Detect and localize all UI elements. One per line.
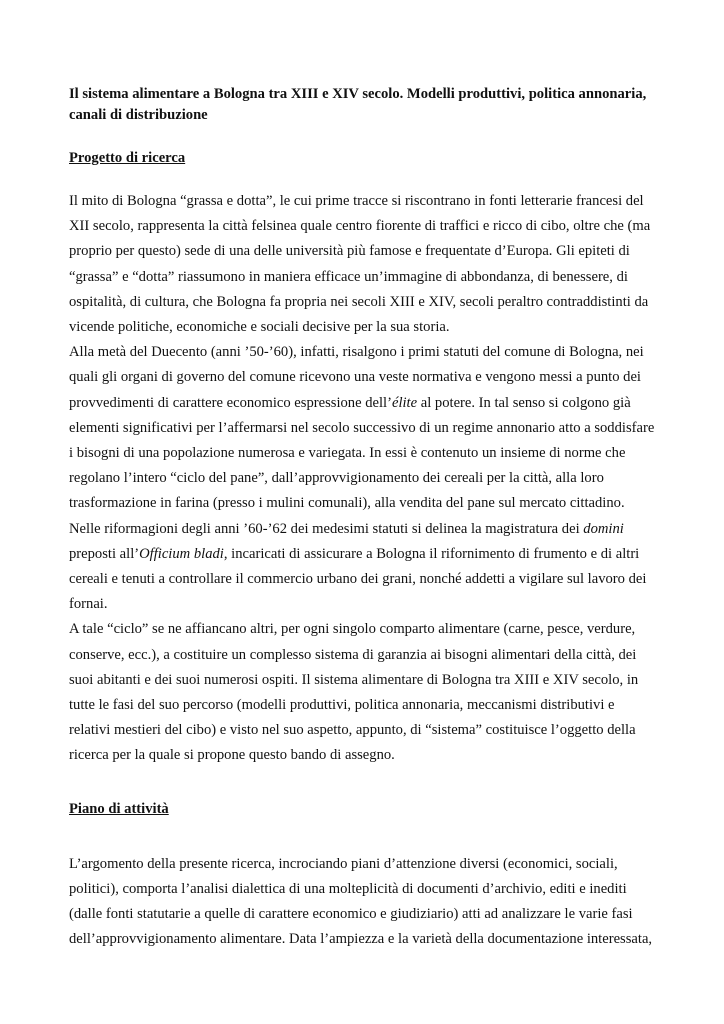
paragraph-3-text-c: , incaricati di assicurare a Bologna il rifornimento di frumento e di altri cereali e tenuti a controllare il commercio urbano dei grani, nonché addetti a vigilare sul lavoro dei fornai. — [69, 545, 647, 613]
paragraph-2-text-b: al potere. In tal senso si colgono già elementi significativi per l’affermarsi nel secolo successivo di un regime annonario atto a soddisfare i bisogni di una popolazione numerosa e variegata. In essi è contenuto un insieme di norme che regolano l’intero “ciclo del pane”, dall’approvvigionamento dei cereali per la città, alla loro trasformazione in farina (presso i mulini comunali), alla vendita del pane sul mercato cittadino. — [69, 394, 655, 512]
paragraph-2-text-a: Alla metà del Duecento (anni ’50-’60), infatti, risalgono i primi statuti del comune di Bologna, nei quali gli organi di governo del comune ricevono una veste normativa e vengono messi a punto dei provvedimenti di carattere economico espressione dell’ — [69, 344, 644, 411]
paragraph-5: L’argomento della presente ricerca, incrociando piani d’attenzione diversi (economici, sociali, politici), comporta l’analisi dialettica di una molteplicità di documenti d’archivio, editi e inediti (dalle fonti statutarie a quelle di carattere economico e giudiziario) atti ad analizzare le varie fasi dell’approvvigionamento alimentare. Data l’ampiezza e la varietà della documentazione interessata, — [69, 855, 653, 948]
document-title: Il sistema alimentare a Bologna tra XIII e XIV secolo. Modelli produttivi, politica annonaria, canali di distribuzione — [69, 86, 647, 123]
paragraph-3-text-b: preposti all’ — [69, 545, 140, 562]
paragraph-3 — [69, 517, 659, 618]
paragraph-4: A tale “ciclo” se ne affiancano altri, per ogni singolo comparto alimentare (carne, pesce, verdure, conserve, ecc.), a costituire un complesso sistema di garanzia ai bisogni alimentari della città, dei suoi abitanti e dei suoi numerosi ospiti. Il sistema alimentare di Bologna tra XIII e XIV secolo, in tutte le fasi del suo percorso (modelli produttivi, politica annonaria, meccanismi distributivi e relativi mestieri del cibo) e visto nel suo aspetto, appunto, di “sistema” costituisce l’oggetto della ricerca per la quale si propone questo bando di assegno. — [69, 621, 639, 764]
document-page — [69, 84, 659, 952]
paragraph-3-italic-officium: Officium bladi — [139, 545, 224, 562]
paragraph-3-italic-domini: domini — [583, 520, 624, 537]
paragraph-2-italic-elite: élite — [391, 394, 418, 411]
paragraph-3-text-a: Nelle riformagioni degli anni ’60-’62 dei medesimi statuti si delinea la magistratura dei — [69, 520, 584, 537]
paragraph-2 — [69, 340, 659, 516]
section-heading-progetto: Progetto di ricerca — [69, 150, 186, 166]
paragraph-1: Il mito di Bologna “grassa e dotta”, le cui prime tracce si riscontrano in fonti letterarie francesi del XII secolo, rappresenta la città felsinea quale centro fiorente di traffici e ricco di cibo, oltre che (ma proprio per questo) sede di una delle università più famose e frequentate d’Europa. Gli epiteti di “grassa” e “dotta” riassumono in maniera efficace un’immagine di abbondanza, di benessere, di ospitalità, di cultura, che Bologna fa propria nei secoli XIII e XIV, secoli peraltro contraddistinti da vicende politiche, economiche e sociali decisive per la sua storia. — [69, 193, 651, 336]
section-heading-piano: Piano di attività — [69, 800, 169, 817]
